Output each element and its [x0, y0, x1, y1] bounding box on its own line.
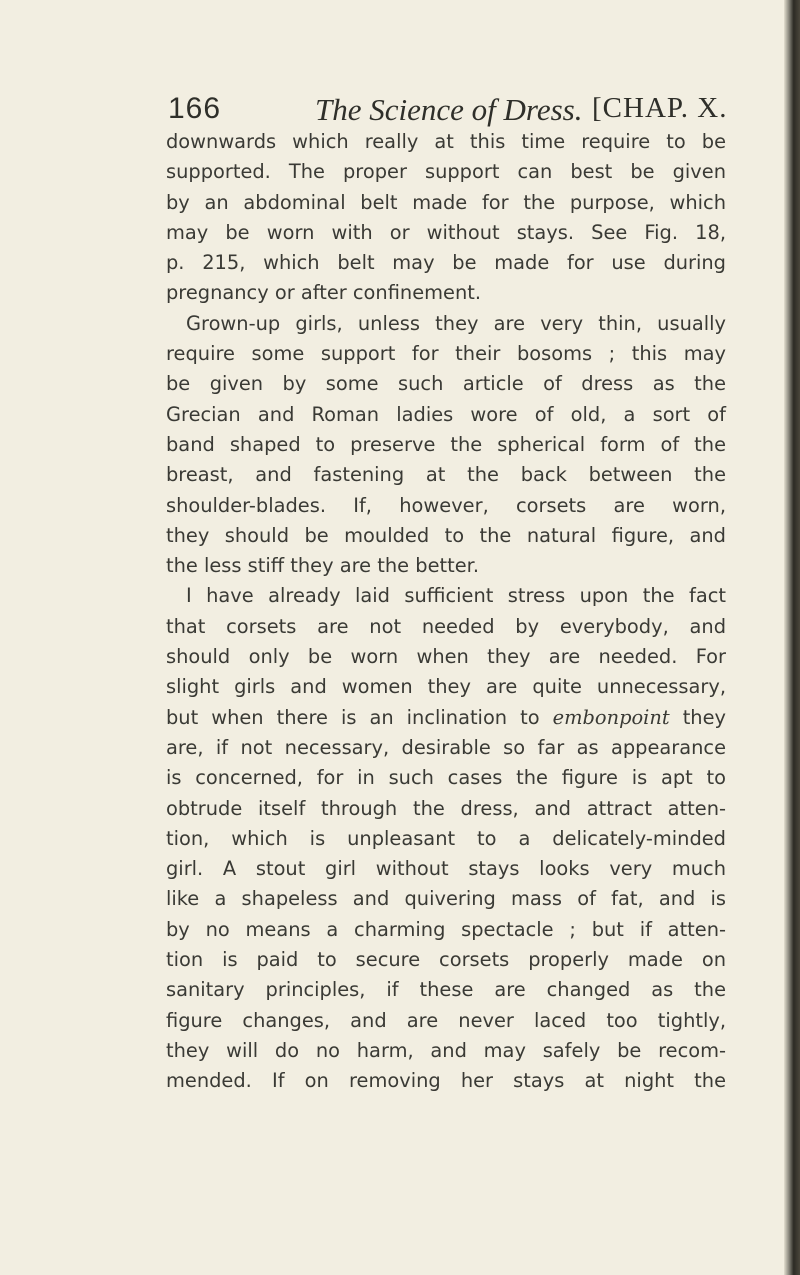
text-line: sanitary principles, if these are changed as the [166, 978, 726, 1002]
italic-word: embonpoint [552, 705, 670, 729]
text-line: like a shapeless and quivering mass of fat, and is [166, 887, 726, 911]
text-line: pregnancy or after confinement. [166, 281, 482, 305]
page-edge-shadow [784, 0, 800, 1275]
text-line: shoulder-blades. If, however, corsets are worn, [166, 493, 726, 517]
text-line: girl. A stout girl without stays looks very much [166, 857, 726, 881]
text-line: by no means a charming spectacle ; but if atten- [166, 917, 726, 941]
text-line: Grown-up girls, unless they are very thin, usually [186, 311, 726, 335]
text-line: the less stiff they are the better. [166, 554, 479, 578]
text-line [166, 703, 726, 733]
text-line: band shaped to preserve the spherical form of the [166, 432, 726, 456]
page-header [0, 92, 800, 128]
text-line: is concerned, for in such cases the figure is apt to [166, 766, 726, 790]
text-line: mended. If on removing her stays at night the [166, 1069, 726, 1093]
text-line: should only be worn when they are needed. For [166, 645, 726, 669]
text-line: tion, which is unpleasant to a delicately-minded [166, 826, 726, 850]
text-line: obtrude itself through the dress, and attract atten- [166, 796, 726, 820]
text-line: by an abdominal belt made for the purpose, which [166, 190, 726, 214]
text-line: they should be moulded to the natural figure, and [166, 523, 726, 547]
text-line: p. 215, which belt may be made for use during [166, 251, 726, 275]
text-line: they will do no harm, and may safely be recom- [166, 1038, 726, 1062]
text-segment: but when there is an inclination to [166, 705, 540, 729]
text-line: tion is paid to secure corsets properly made on [166, 948, 726, 972]
text-line: breast, and fastening at the back between the [166, 463, 726, 487]
body-text [166, 127, 726, 1097]
text-line: may be worn with or without stays. See Fig. 18, [166, 220, 726, 244]
running-title: The Science of Dress. [315, 92, 583, 127]
text-segment: they [682, 705, 726, 729]
text-line: are, if not necessary, desirable so far as appearance [166, 735, 726, 759]
text-line: be given by some such article of dress as the [166, 372, 726, 396]
text-line: Grecian and Roman ladies wore of old, a sort of [166, 402, 726, 426]
text-line: that corsets are not needed by everybody, and [166, 614, 726, 638]
text-line: downwards which really at this time require to be [166, 130, 726, 153]
page-number: 166 [168, 92, 222, 125]
text-line: require some support for their bosoms ; this may [166, 342, 726, 366]
text-line: figure changes, and are never laced too tightly, [166, 1008, 726, 1032]
chapter-label: [CHAP. X. [592, 92, 728, 124]
text-line: supported. The proper support can best be given [166, 160, 726, 184]
text-line: slight girls and women they are quite unnecessary, [166, 675, 726, 699]
text-line: I have already laid sufficient stress upon the fact [186, 584, 726, 608]
